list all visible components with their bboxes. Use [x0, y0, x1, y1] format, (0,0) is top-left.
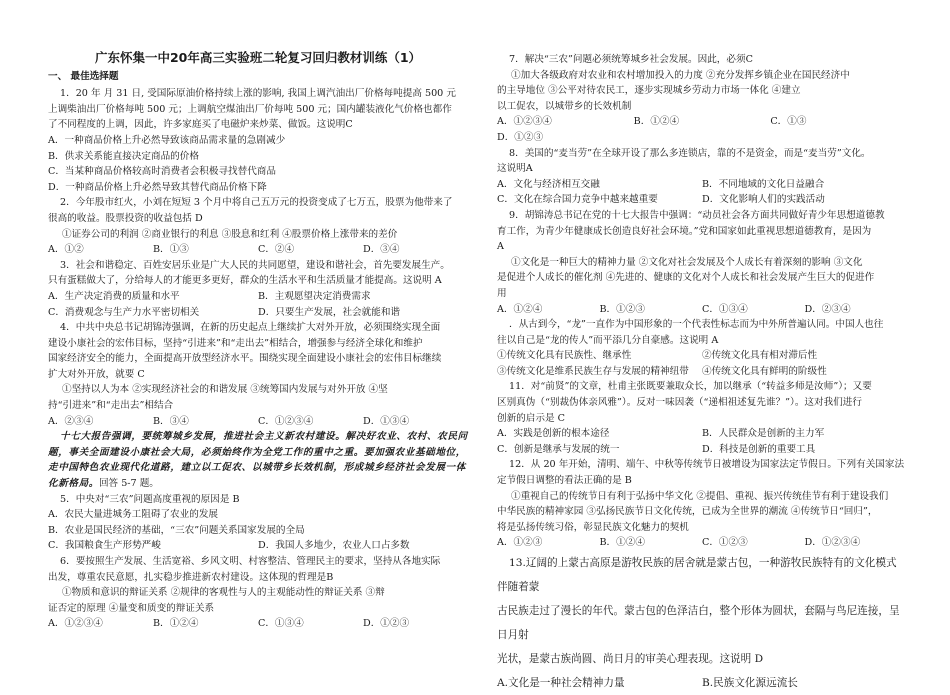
question-8: 8．美国的“麦当劳”在全球开设了那么多连锁店，靠的不是资金，而是“麦当劳”文化。 这说明A A．文化与经济相互交融 B．不同地域的文化日益融合 C．文化在综合国力竞争中越来越重要 D．文化影响人们的实践活动	[497, 147, 871, 206]
question-3: 3．社会和谐稳定、百姓安居乐业是广大人民的共同愿望，建设和谐社会，首先要发展生产。 只有蛋糕做大了，分给每人的才能更多更好，群众的生活水平和生活质量才能提高。这说明 A A．生产决定消费的质量和水平 B．主观愿望决定消费需求 C．消费观念与生产力水平密切相关 D．只要生产发展，社会就能和谐	[48, 259, 450, 318]
page-title: 广东怀集一中20年高三实验班二轮复习回归教材训练（1）	[94, 50, 422, 65]
question-1: 1．20 年 月 31 日, 受国际原油价格持续上涨的影响, 我国上调汽油出厂价格每吨提高 500 元 上调柴油出厂价格每吨 500 元；上调航空煤油出厂价每吨 500 元；国内罐装液化气价格也都作 了不同程度的上调，因此，许多家庭买了电磁炉来炒菜、做饭。这说明C A．一种商品价格上升必然导致该商品需求量的急剧减少 B．供求关系能直接决定商品的价格 C．当某种商品价格较高时消费者会积极寻找替代商品 D．一种商品价格上升必然导致其替代商品价格下降	[48, 86, 468, 195]
option: C．当某种商品价格较高时消费者会积极寻找替代商品	[48, 166, 276, 178]
question-13: 13.辽阔的上蒙古高原是游牧民族的居舍就是蒙古包，一种游牧民族特有的文化模式伴随着蒙 古民族走过了漫长的年代。蒙古包的色泽洁白，整个形体为圆状，套隔与鸟尼连接，呈日月射 光状，是蒙古族尚圆、尚日月的审美心理表现。这说明 D A.文化是一种社会精神力量 B.民族文化源远流长	[497, 557, 900, 689]
question-10: ．从古到今，“龙”一直作为中国形象的一个代表性标志而为中外所普遍认同。中国人也往 往以自己是“龙的传人”而平添几分自豪感。这说明 A ①传统文化具有民族性、继承性 ②传统文化具有相对滞后性 ③传统文化是维系民族生存与发展的精神纽带 ④传统文化具有鲜明的阶级性	[497, 319, 884, 377]
option: B．供求关系能直接决定商品的价格	[48, 150, 199, 162]
reading-material: 十七大报告强调，要统筹城乡发展，推进社会主义新农村建设。解决好农业、农村、农民问 题，事关全面建设小康社会大局，必须始终作为全党工作的重中之重。要加强农业基础地位， 走中国特色农业现代化道路，建立以工促农、以城带乡长效机制，形成城乡经济社会发展一体 化新格局。回答 5-7 题。	[48, 431, 468, 490]
left-column	[48, 50, 468, 632]
option: A．一种商品价格上升必然导致该商品需求量的急剧减少	[48, 134, 286, 146]
section-heading: 一、 最佳选择题	[48, 70, 119, 82]
question-12: 12．从 20 年开始，清明、端午、中秋等传统节日被增设为国家法定节假日。下列有关国家法 定节假日调整的看法正确的是 B ①重视自己的传统节日有利于弘扬中华文化 ②提倡、重视、振兴传统佳节有利于建设我们 中华民族的精神家园 ③弘扬民族节日文化传统，已成为全世界的潮流 ④传统节日“回归”， 将是弘扬传统习俗，彰显民族文化魅力的契机 A．①②③ B．①②④ C．①②③ D．①②③④	[497, 459, 905, 549]
question-9: 9．胡锦涛总书记在党的十七大报告中强调：“动员社会各方面共同做好青少年思想道德教 育工作，为青少年健康成长创造良好社会环境。”党和国家如此重视思想道德教育，是因为 A ①文化是一种巨大的精神力量 ②文化对社会发展及个人成长有着深刻的影响 ③文化 是促进个人成长的催化剂 ④先进的、健康的文化对个人成长和社会发展产生巨大的促进作 用 A．①②④ B．①②③ C．①③④ D．②③④	[497, 209, 885, 315]
option: D．一种商品价格上升必然导致其替代商品价格下降	[48, 181, 267, 193]
question-2: 2．今年股市红火，小刘在短短 3 个月中将自己五万元的投资变成了七万五，股票为他带来了 很高的收益。股票投资的收益包括 D ①证券公司的利润 ②商业银行的利息 ③股息和红利 ④股票价格上涨带来的差价 A．①② B．①③ C．②④ D．③④	[48, 195, 468, 257]
options-row: A．①② B．①③ C．②④ D．③④	[48, 244, 400, 256]
question-4: 4．中共中央总书记胡锦涛强调，在新的历史起点上继续扩大对外开放，必须围绕实现全面 建设小康社会的宏伟目标，坚持“引进来”和“走出去”相结合，增强参与经济全球化和维护 国家经济安全的能力，全面提高开放型经济水平。围绕实现全面建设小康社会的宏伟目标继续 扩大对外开放，就要 C ①坚持以人为本 ②实现经济社会的和谐发展 ③统筹国内发展与对外开放 ④坚 持“引进来”和“走出去”相结合 A．②③④ B．③④ C．①②③④ D．①③④	[48, 322, 442, 427]
right-column	[497, 52, 907, 695]
question-11: 11．对“前贤”的文章，杜甫主张既要兼取众长，加以继承（“转益多师是汝师”）；又要 区别真伪（“别裁伪体亲风雅”）。反对一味因袭（“递相祖述复先谁？”）。这对我们进行 创新的启示是 C A．实践是创新的根本途径 B．人民群众是创新的主力军 C．创新是继承与发展的统一 D．科技是创新的重要工具	[497, 381, 872, 455]
question-5: 5．中央对“三农”问题高度重视的原因是 B A．农民大量进城务工阻碍了农业的发展 B．农业是国民经济的基础，“三农”问题关系国家发展的全局 C．我国粮食生产形势严峻 D．我国人多地少，农业人口占多数	[48, 493, 410, 552]
question-7: 7．解决“三农”问题必须统筹城乡社会发展。因此，必须C ①加大各级政府对农业和农村增加投入的力度 ②充分发挥乡镇企业在国民经济中 的主导地位 ③公平对待农民工，逐步实现城乡劳动力市场一体化 ④建立 以工促农，以城带乡的长效机制 A．①②③④ B．①②④ C．①③ D．①②③	[497, 54, 850, 143]
question-6: 6．要按照生产发展、生活宽裕、乡风文明、村容整洁、管理民主的要求，坚持从各地实际 出发，尊重农民意愿，扎实稳步推进新农村建设。这体现的哲理是B ①物质和意识的辩证关系 ②规律的客观性与人的主观能动性的辩证关系 ③辩 证否定的原理 ④量变和质变的辩证关系 A．①②③④ B．①②④ C．①③④ D．①②③	[48, 556, 441, 630]
